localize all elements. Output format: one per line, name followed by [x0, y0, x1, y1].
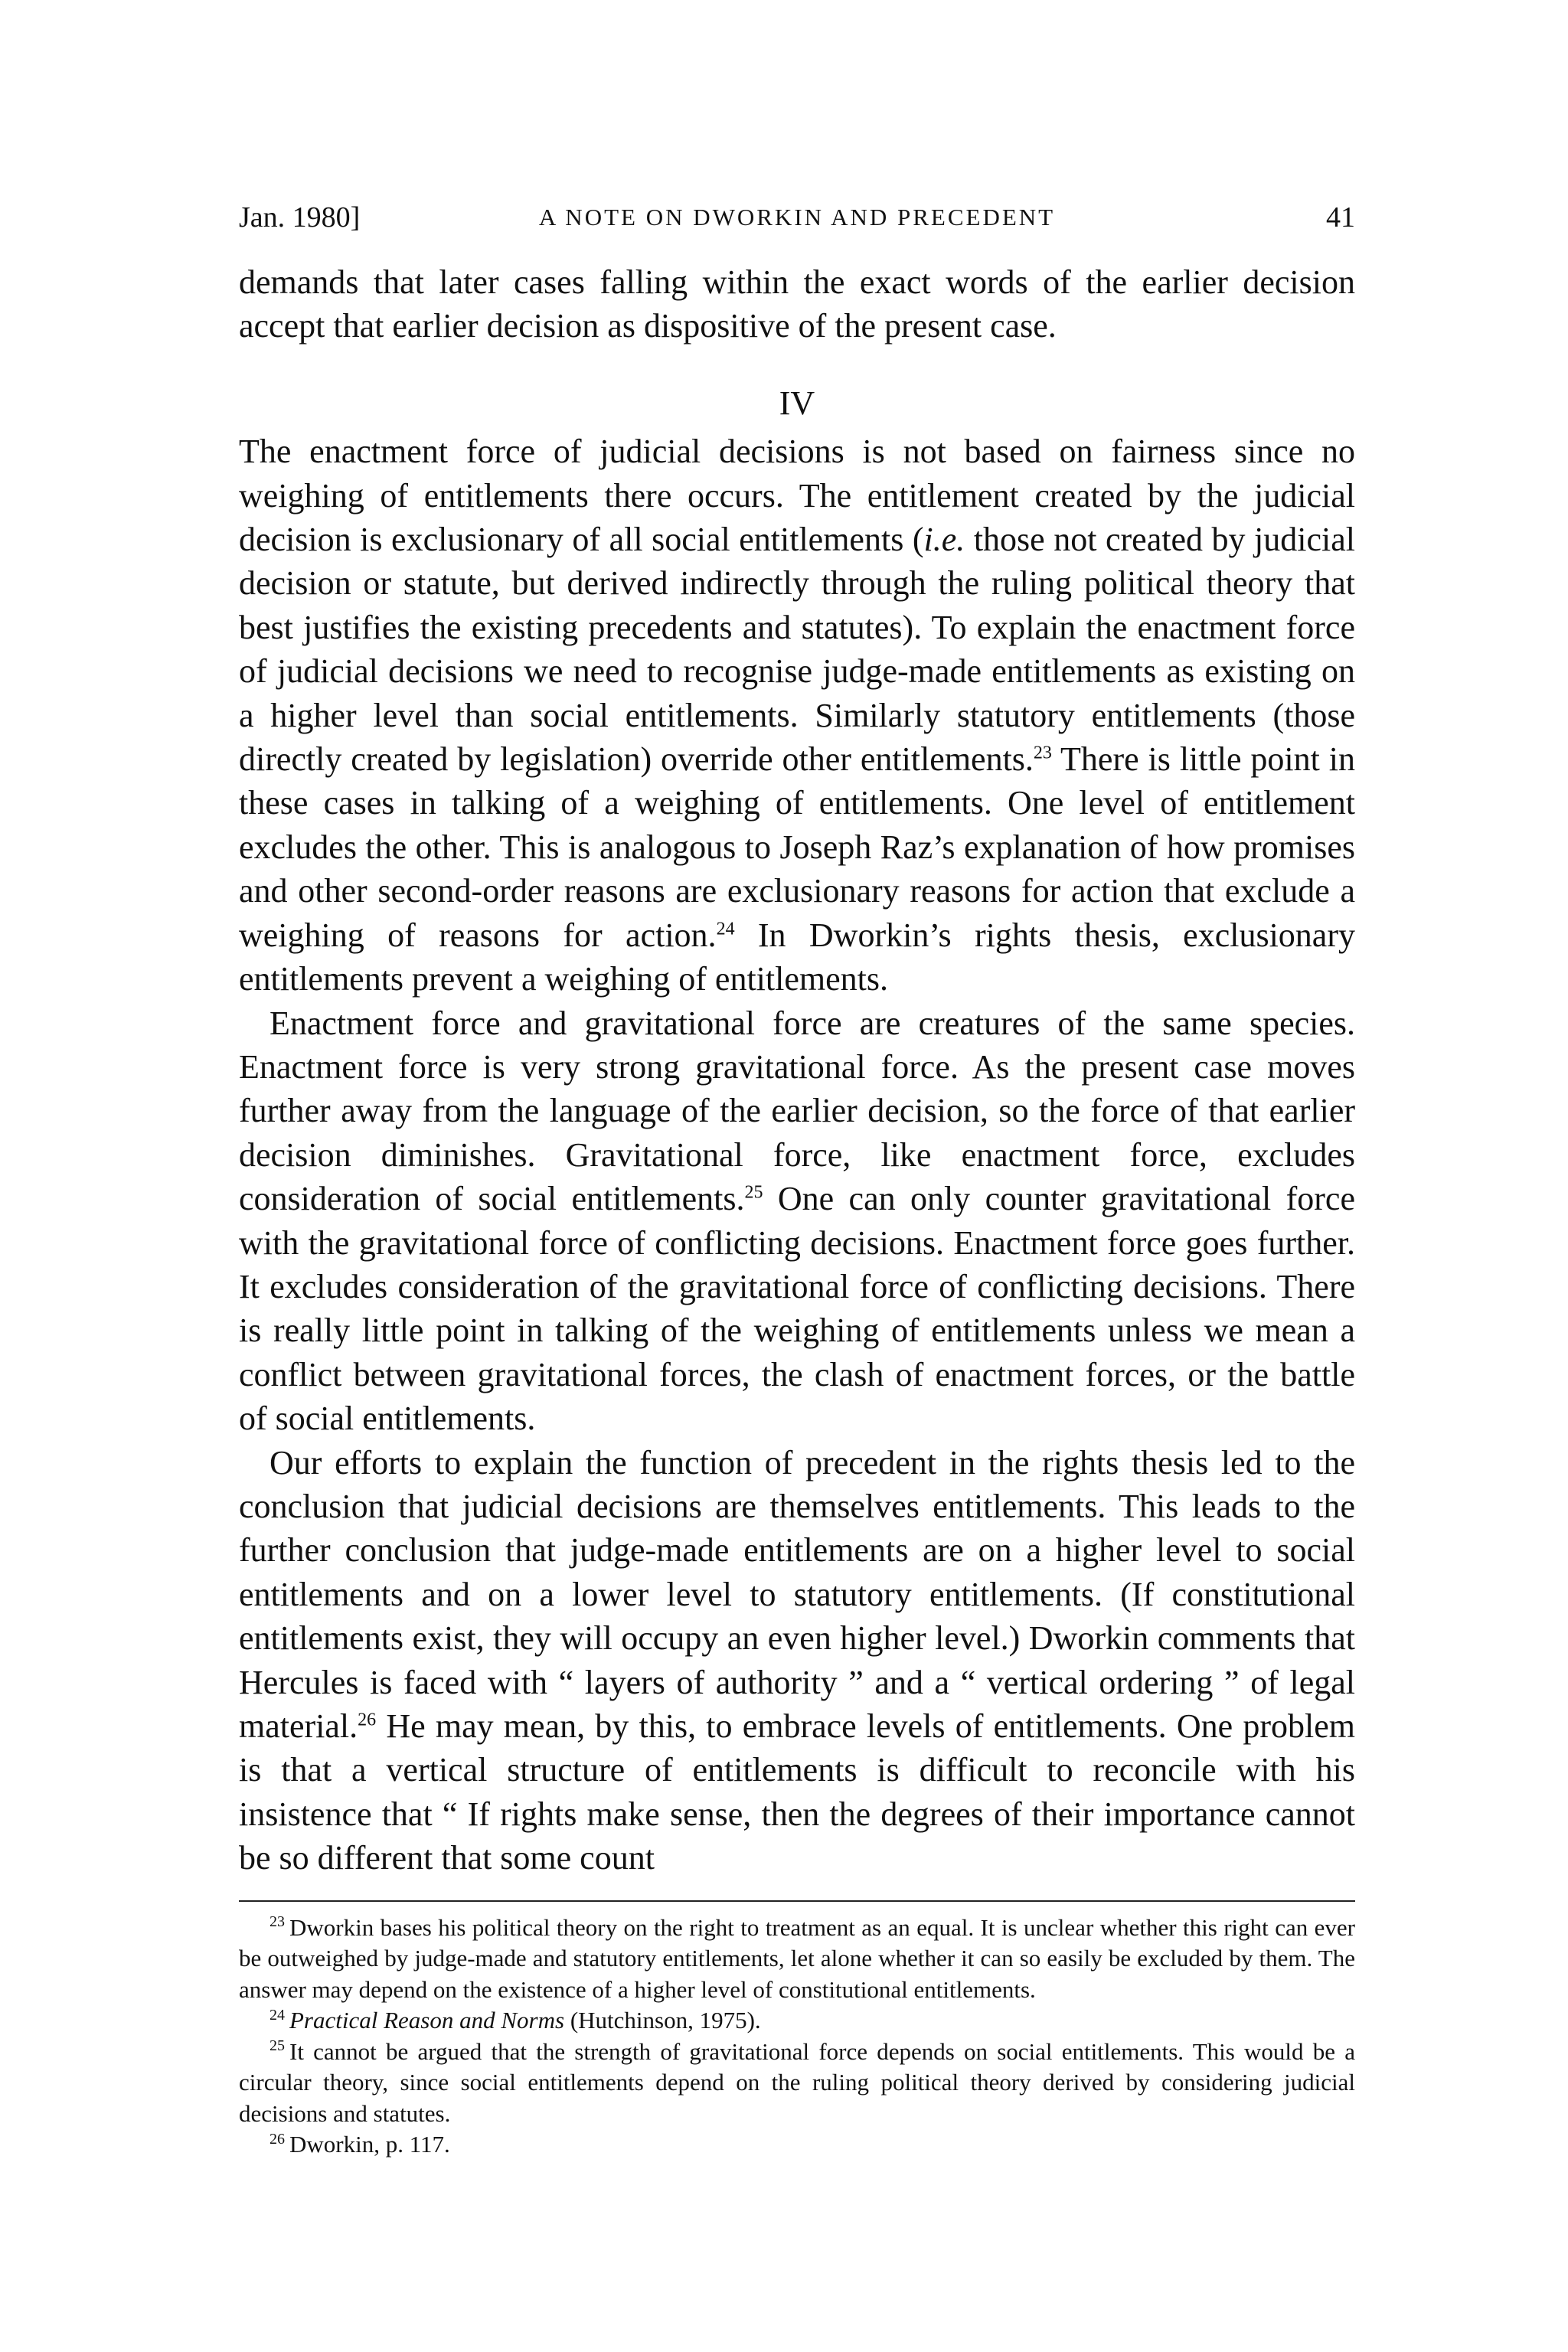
- footnote-ref-26: 26: [358, 1710, 377, 1730]
- paragraph-3-part-b: One can only counter gravitational force with the gravitational force of conflicting decisions. Enactment force goes further. It excludes consideration of the gravitational force of conflicting decisions. There is really little point in talking of the weighing of entitlements unless we mean a conflict between gravitational forces, the clash of enactment forces, or the battle of social entitlements.: [239, 1180, 1355, 1438]
- paragraph-2-part-b: those not created by judicial decision or statute, but derived indirectly through the ruling political theory that best justifies the existing precedents and statutes). To explain the enactment force of judicial decisions we need to recognise judge-made entitlements as existing on a higher level than social entitlements. Similarly statutory entitlements (those directly created by legislation) override other entitlements.: [239, 521, 1356, 779]
- paragraph-4-part-b: He may mean, by this, to embrace levels of entitlements. One problem is that a vertical structure of entitlements is difficult to reconcile with his insistence that “ If rights make sense, then the degrees of their importance cannot be so different that some count: [239, 1707, 1355, 1877]
- footnote-number: 23: [270, 1913, 285, 1931]
- footnote-24: [239, 2005, 1355, 2037]
- paragraph-4-part-a: Our efforts to explain the function of precedent in the rights thesis led to the conclusion that judicial decisions are themselves entitlements. This leads to the further conclusion that judge-made entitlements are on a higher level to social entitlements and on a lower level to statutory entitlements. (If constitutional entitlements exist, they will occupy an even higher level.) Dworkin comments that Hercules is faced with “ layers of authority ” and a “ vertical ordering ” of legal material.: [239, 1443, 1355, 1745]
- paragraph-2: [239, 430, 1355, 1001]
- paragraph-2-part-a: The enactment force of judicial decisions is not based on fairness since no weighing of entitlements there occurs. The entitlement created by the judicial decision is exclusionary of all social entitlements (: [239, 433, 1355, 559]
- body-text: [239, 260, 1355, 1880]
- paragraph-2-part-d: In Dworkin’s rights thesis, exclusionary entitlements prevent a weighing of entitlements.: [239, 916, 1355, 998]
- footnote-ref-24: 24: [716, 919, 735, 939]
- footnote-number: 24: [270, 2006, 285, 2024]
- section-heading: IV: [779, 384, 815, 422]
- running-head: [239, 198, 1355, 237]
- footnote-text: It cannot be argued that the strength of gravitational force depends on social entitlements. This would be a circular theory, since social entitlements depend on the ruling political theory derived by considering judicial decisions and statutes.: [239, 2037, 1355, 2127]
- issue-date: Jan. 1980]: [239, 201, 361, 234]
- ie-abbreviation: i.e.: [923, 521, 965, 559]
- paragraph-2-part-c: There is little point in these cases in talking of a weighing of entitlements. One level of entitlement excludes the other. This is analogous to Joseph Raz’s explanation of how promises and other second-order reasons are exclusionary reasons for action that exclude a weighing of reasons for action.: [239, 740, 1355, 954]
- footnote-divider: [239, 1900, 1355, 1902]
- footnote-number: 25: [270, 2037, 285, 2055]
- running-title: A NOTE ON DWORKIN AND PRECEDENT: [538, 204, 1056, 230]
- paragraph-4: [239, 1441, 1355, 1880]
- footnote-text: (Hutchinson, 1975).: [564, 2007, 761, 2034]
- paragraph-1: demands that later cases falling within the exact words of the earlier decision accept that earlier decision as dispositive of the present case.: [239, 263, 1355, 345]
- footnote-23: [239, 1913, 1355, 2006]
- footnote-25: [239, 2037, 1355, 2130]
- footnote-text: Dworkin bases his political theory on the right to treatment as an equal. It is unclear whether this right can ever be outweighed by judge-made and statutory entitlements, let alone whether it can so easily be excluded by them. The answer may depend on the existence of a higher level of constitutional entitlements.: [239, 1913, 1355, 2003]
- footnotes: [239, 1913, 1355, 2161]
- page: [239, 198, 1355, 2161]
- page-number: 41: [1326, 201, 1355, 234]
- footnote-number: 26: [270, 2130, 285, 2148]
- footnote-book-title: Practical Reason and Norms: [289, 2007, 565, 2034]
- paragraph-3: [239, 1001, 1355, 1441]
- footnote-ref-25: 25: [744, 1182, 763, 1203]
- footnote-ref-23: 23: [1033, 743, 1052, 763]
- footnote-text: Dworkin, p. 117.: [289, 2131, 450, 2158]
- footnote-26: [239, 2129, 1355, 2161]
- paragraph-3-part-a: Enactment force and gravitational force are creatures of the same species. Enactment force is very strong gravitational force. As the present case moves further away from the language of the earlier decision, so the force of that earlier decision diminishes. Gravitational force, like enactment force, excludes consideration of social entitlements.: [239, 1004, 1355, 1218]
